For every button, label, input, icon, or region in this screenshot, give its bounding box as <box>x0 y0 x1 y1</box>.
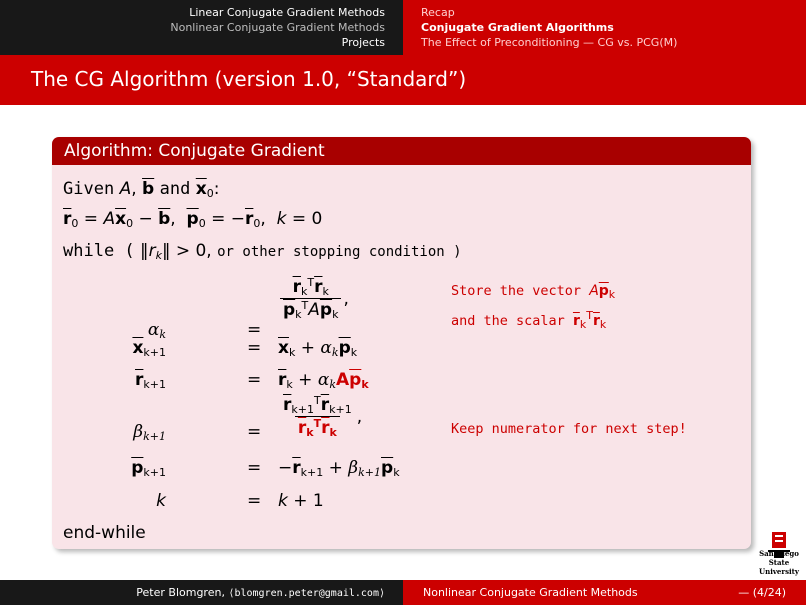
comment-store-vector: Store the vector $A\overline{p}_k$ <box>451 283 616 301</box>
footer-bar <box>0 580 806 605</box>
p-update-lhs: $\overline{p}_{k+1}$ <box>131 458 166 479</box>
r-update-lhs: $\overline{r}_{k+1}$ <box>135 370 166 391</box>
comment-keep-numerator: Keep numerator for next step! <box>451 421 687 437</box>
beta-equals: = <box>247 422 262 442</box>
footer-author-section <box>0 580 403 605</box>
university-line-2: University <box>759 567 799 576</box>
k-increment-equals: = <box>247 491 262 511</box>
algorithm-block <box>52 137 751 549</box>
beta-rhs: $\frac{\overline{r}_{k+1}^T\overline{r}_{k+1}}{\overline{r}_k^T\overline{r}_k}$ , <box>283 394 363 440</box>
algorithm-block-title: Algorithm: Conjugate Gradient <box>52 137 751 165</box>
x-update-equals: = <box>247 338 262 358</box>
comment-and-scalar: and the scalar $\overline{r}_k^T\overline{r}_k$ <box>451 309 607 331</box>
k-increment-rhs: k + 1 <box>278 491 324 511</box>
university-name <box>749 549 806 576</box>
subsection-nav <box>403 0 806 55</box>
alpha-rhs: $\frac{\overline{r}_k^T\overline{r}_k}{\overline{p}_k^TA\overline{p}_k}$ , <box>278 277 349 321</box>
frame-title-bar <box>0 55 806 105</box>
k-increment-lhs: k <box>156 491 166 511</box>
nav-subsection-cg-algorithms[interactable]: Conjugate Gradient Algorithms <box>421 21 614 34</box>
while-keyword: while ( <box>63 241 135 261</box>
footer-page-number: — (4/24) <box>738 586 786 599</box>
footer-email: ⟨blomgren.peter@gmail.com⟩ <box>228 588 385 599</box>
r-update-equals: = <box>247 370 262 390</box>
p-update-rhs: $-\overline{r}_{k+1} + \beta_{k+1}\overline{p}_k$ <box>278 458 400 479</box>
nav-section-projects[interactable]: Projects <box>341 36 385 49</box>
nav-subsection-preconditioning[interactable]: The Effect of Preconditioning — CG vs. PCG(M) <box>421 36 678 49</box>
footer-author: Peter Blomgren, <box>136 586 225 599</box>
section-nav <box>0 0 403 55</box>
and-keyword: and <box>159 179 191 199</box>
init-line: $\overline{r}_0 = A\overline{x}_0 - \overline{b}$, $\overline{p}_0 = -\overline{r}_0$, k = 0 <box>63 209 323 230</box>
nav-subsection-recap[interactable]: Recap <box>421 6 455 19</box>
p-update-equals: = <box>247 458 262 478</box>
nav-section-nonlinear-cg[interactable]: Nonlinear Conjugate Gradient Methods <box>170 21 385 34</box>
nav-section-linear-cg[interactable]: Linear Conjugate Gradient Methods <box>189 6 385 19</box>
navigation-header <box>0 0 806 55</box>
x-update-lhs: $\overline{x}_{k+1}$ <box>132 338 166 359</box>
given-keyword: Given <box>63 179 115 199</box>
university-line-1: San Diego State <box>759 549 799 567</box>
r-update-rhs: $\overline{r}_k + \alpha_kA\overline{p}_k$ <box>278 370 369 391</box>
footer-talk-title: Nonlinear Conjugate Gradient Methods <box>423 586 638 599</box>
alpha-lhs: $\alpha_k$ <box>147 320 166 341</box>
x-update-rhs: $\overline{x}_k + \alpha_k\overline{p}_k$ <box>278 338 358 359</box>
frame-title: The CG Algorithm (version 1.0, “Standard”) <box>31 67 467 91</box>
beta-lhs: $\beta_{k+1}$ <box>133 422 166 443</box>
given-line: Given A, $\overline{b}$ and $\overline{x}_0$: <box>63 179 220 200</box>
alpha-equals: = <box>247 320 262 340</box>
footer-title-section <box>403 580 806 605</box>
while-condition-tail: or other stopping condition ) <box>217 244 462 260</box>
while-line: while ( $‖r_k‖ > 0$, or other stopping condition ) <box>63 241 462 262</box>
end-while-keyword: end-while <box>63 523 146 543</box>
